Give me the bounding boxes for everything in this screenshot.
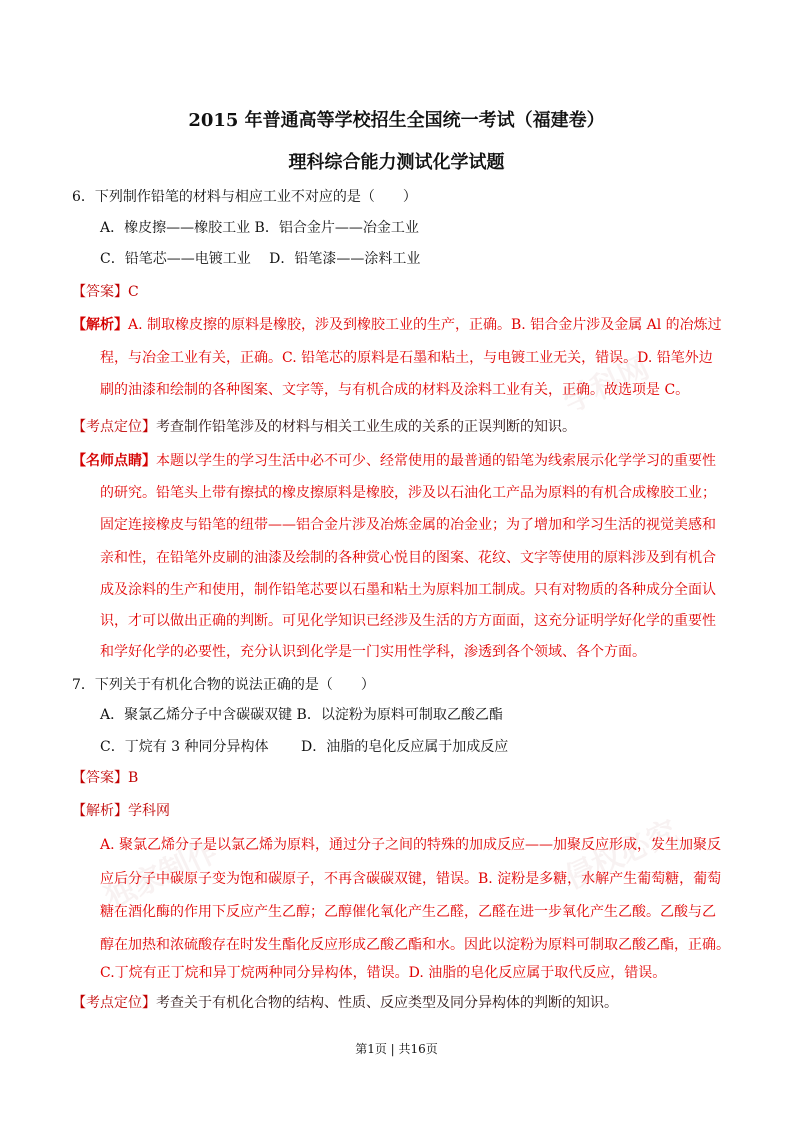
- kaodian-text: 考查关于有机化合物的结构、性质、反应类型及同分异构体的判断的知识。: [156, 995, 618, 1011]
- analysis-line: 糖在酒化酶的作用下反应产生乙醇；乙醇催化氧化产生乙醛，乙醛在进一步氧化产生乙酸。乙酸与乙: [100, 904, 716, 920]
- analysis-line: 程，与冶金工业有关，正确。C. 铅笔芯的原料是石墨和粘土，与电镀工业无关，错误。D. 铅笔外边: [100, 350, 713, 366]
- analysis-line: 醇在加热和浓硫酸存在时发生酯化反应形成乙酸乙酯和水。因此以淀粉为原料可制取乙酸乙酯，正确。: [100, 937, 730, 953]
- watermark: 侵权必究: [559, 813, 684, 897]
- question-6-options: A．橡皮擦——橡胶工业 B．铝合金片——冶金工业: [100, 220, 419, 236]
- analysis-line: A. 制取橡皮擦的原料是橡胶，涉及到橡胶工业的生产，正确。B. 铝合金片涉及金属 Al 的冶炼过: [128, 317, 722, 333]
- analysis-line: 应后分子中碳原子变为饱和碳原子，不再含碳碳双键，错误。B. 淀粉是多糖，水解产生葡萄糖，葡萄: [100, 871, 722, 887]
- question-7-options: C．丁烷有 3 种同分异构体 D．油脂的皂化反应属于加成反应: [100, 739, 509, 755]
- analysis-line: A. 聚氯乙烯分子是以氯乙烯为原料，通过分子之间的特殊的加成反应——加聚反应形成，发生加聚反: [100, 837, 722, 853]
- answer-7: [72, 769, 138, 787]
- teacher-note-line: 成及涂料的生产和使用，制作铅笔芯要以石墨和粘土为原料加工制成。只有对物质的各种成分全面认: [100, 582, 716, 598]
- question-6-stem: 6．下列制作铅笔的材料与相应工业不对应的是（ ）: [72, 189, 417, 205]
- question-6-options: C．铅笔芯——电镀工业 D．铅笔漆——涂料工业: [100, 251, 421, 267]
- question-7-options: A．聚氯乙烯分子中含碳碳双键 B．以淀粉为原料可制取乙酸乙酯: [100, 707, 503, 723]
- page-subtitle: 理科综合能力测试化学试题: [288, 152, 505, 173]
- analysis-line: C.丁烷有正丁烷和异丁烷两种同分异构体，错误。D. 油脂的皂化反应属于取代反应，错误。: [100, 965, 667, 981]
- watermark: 学科网: [558, 350, 655, 421]
- teacher-note-line: 的研究。铅笔头上带有擦拭的橡皮擦原料是橡胶，涉及以石油化工产品为原料的有机合成橡胶工业；: [100, 485, 716, 501]
- teacher-note-line: 识，才可以做出正确的判断。可见化学知识已经涉及生活的方方面面，这充分证明学好化学的重要性: [100, 613, 716, 629]
- question-7-stem: 7．下列关于有机化合物的说法正确的是（ ）: [72, 677, 375, 693]
- analysis-line: 刷的油漆和绘制的各种图案、文字等，与有机合成的材料及涂料工业有关，正确。故选项是 C。: [100, 382, 690, 398]
- page-title: 2015 年普通高等学校招生全国统一考试（福建卷）: [188, 110, 605, 131]
- kaodian-label: 【考点定位】: [72, 419, 156, 435]
- kaodian-label: 【考点定位】: [72, 995, 156, 1011]
- analysis-label: 【解析】: [72, 317, 128, 333]
- analysis-source: 学科网: [128, 803, 170, 819]
- teacher-note-line: 亲和性，在铅笔外皮刷的油漆及绘制的各种赏心悦目的图案、花纹、文字等使用的原料涉及到有机合: [100, 550, 716, 566]
- kaodian-text: 考查制作铅笔涉及的材料与相关工业生成的关系的正误判断的知识。: [156, 419, 576, 435]
- teacher-note-line: 固定连接橡皮与铅笔的纽带——铝合金片涉及冶炼金属的冶金业；为了增加和学习生活的视觉美感和: [100, 517, 716, 533]
- teacher-note-label: 【名师点睛】: [72, 453, 156, 469]
- kaodian-6: [72, 418, 576, 436]
- answer-value: B: [128, 770, 139, 786]
- answer-label: 【答案】: [72, 770, 128, 786]
- analysis-label: 【解析】: [72, 803, 128, 819]
- watermark: 独家制作: [99, 833, 224, 917]
- analysis-6: [72, 316, 722, 334]
- answer-label: 【答案】: [72, 284, 128, 300]
- page-footer: 第1页 | 共16页: [355, 1042, 438, 1056]
- teacher-note-line: 和学好化学的必要性，充分认识到化学是一门实用性学科，渗透到各个领域、各个方面。: [100, 644, 646, 660]
- answer-value: C: [128, 284, 139, 300]
- teacher-note-line: 本题以学生的学习生活中必不可少、经常使用的最普通的铅笔为线索展示化学学习的重要性: [156, 453, 716, 469]
- answer-6: [72, 283, 139, 301]
- kaodian-7: [72, 994, 618, 1012]
- teacher-note-6: [72, 452, 716, 470]
- analysis-7: [72, 802, 170, 820]
